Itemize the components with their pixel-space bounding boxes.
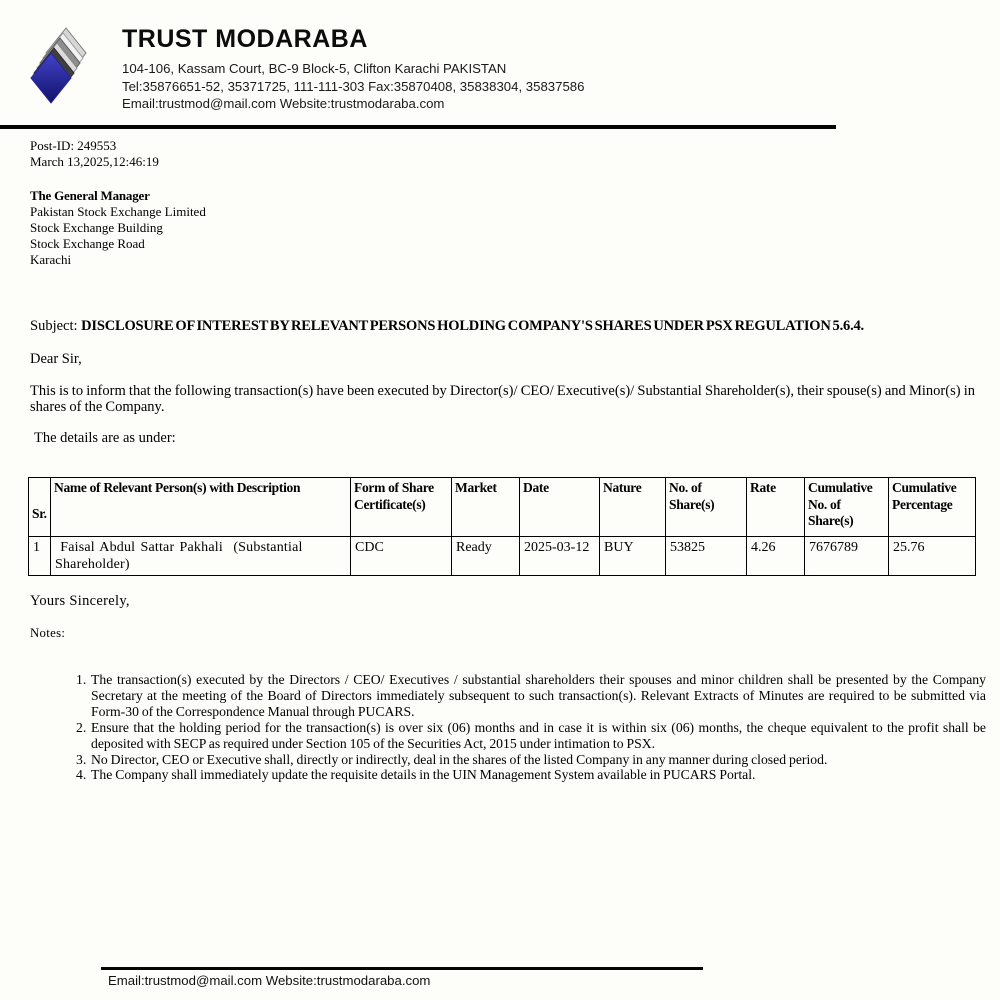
cell-sr: 1 [29,537,51,576]
subject-label: Subject: [30,318,78,334]
subject-line [30,318,975,335]
cell-market: Ready [452,537,520,576]
notes-label: Notes: [30,626,66,640]
note-item-2 [76,720,986,752]
addressee-line-2: Stock Exchange Building [30,220,163,235]
cell-date: 2025-03-12 [520,537,600,576]
addressee-line-4: Karachi [30,252,72,267]
note-number: 3. [76,751,87,767]
col-header-market: Market [452,478,520,537]
cell-rate: 4.26 [747,537,805,576]
cell-nature: BUY [600,537,666,576]
salutation: Dear Sir, [30,351,82,367]
col-header-rate: Rate [747,478,805,537]
cell-cumulative-shares: 7676789 [805,537,889,576]
footer-divider [101,967,703,970]
closing: Yours Sincerely, [30,593,130,609]
notes-list [76,672,986,783]
post-datetime: March 13,2025,12:46:19 [30,153,159,169]
letterhead [122,25,822,113]
col-header-name: Name of Relevant Person(s) with Description [51,478,351,537]
footer-email-website: Email:trustmod@mail.com Website:trustmodaraba.com [108,973,431,988]
note-item-1 [76,672,986,720]
col-header-no-of-shares: No. of Share(s) [666,478,747,537]
note-item-3 [76,752,986,768]
col-header-cumulative-percentage: Cumulative Percentage [889,478,976,537]
addressee-line-1: Pakistan Stock Exchange Limited [30,204,206,219]
subject-text: DISCLOSURE OF INTEREST BY RELEVANT PERSONS HOLDING COMPANY'S SHARES UNDER PSX REGULATION 5.6.4. [81,318,864,334]
note-text: The Company shall immediately update the requisite details in the UIN Management System available in PUCARS Portal. [91,767,756,783]
company-email-website: Email:trustmod@mail.com Website:trustmodaraba.com [122,96,445,111]
note-number: 2. [76,719,87,735]
company-phone-fax: Tel:35876651-52, 35371725, 111-111-303 Fax:35870408, 35838304, 35837586 [122,78,585,94]
col-header-form-of-share: Form of Share Certificate(s) [351,478,452,537]
cell-name: Faisal Abdul Sattar Pakhali (Substantial Shareholder) [51,537,351,576]
addressee-line-3: Stock Exchange Road [30,236,145,251]
note-item-4 [76,767,986,783]
note-text: Ensure that the holding period for the transaction(s) is over six (06) months and in case it is within six (06) months, the cheque equivalent to the profit shall be deposited with SECP as required under Section 105 of the Securities Act, 2015 under intimation to PSX. [91,719,986,751]
col-header-cumulative-shares: Cumulative No. of Share(s) [805,478,889,537]
body-paragraph: This is to inform that the following transaction(s) have been executed by Director(s)/ CEO/ Executive(s)/ Substantial Shareholder(s), their spouse(s) and Minor(s) in shares of the Company. [30,383,975,416]
col-header-sr: Sr. [29,478,51,537]
addressee-title: The General Manager [30,188,150,203]
note-number: 1. [76,672,87,687]
col-header-date: Date [520,478,600,537]
header-divider [0,125,836,129]
table-row [29,537,976,576]
post-meta [30,138,159,169]
company-logo-icon [18,22,88,110]
table-header-row [29,478,976,537]
disclosure-table [28,477,976,576]
cell-form-of-share: CDC [351,537,452,576]
note-text: The transaction(s) executed by the Directors / CEO/ Executives / substantial shareholders their spouses and minor children shall be presented by the Company Secretary at the meeting of the Board of Directors immediately subsequent to such transaction(s). Relevant Extracts of Minutes are required to be submitted via Form-30 of the Correspondence Manual through PUCARS. [91,672,986,719]
company-name: TRUST MODARABA [122,25,368,53]
note-number: 4. [76,767,87,783]
post-id: Post-ID: 249553 [30,138,117,153]
note-text: No Director, CEO or Executive shall, directly or indirectly, deal in the shares of the listed Company in any manner during closed period. [91,751,828,767]
col-header-nature: Nature [600,478,666,537]
details-intro: The details are as under: [34,430,176,446]
addressee-block [30,188,206,268]
company-address: 104-106, Kassam Court, BC-9 Block-5, Clifton Karachi PAKISTAN [122,61,507,76]
cell-cumulative-percentage: 25.76 [889,537,976,576]
cell-no-of-shares: 53825 [666,537,747,576]
